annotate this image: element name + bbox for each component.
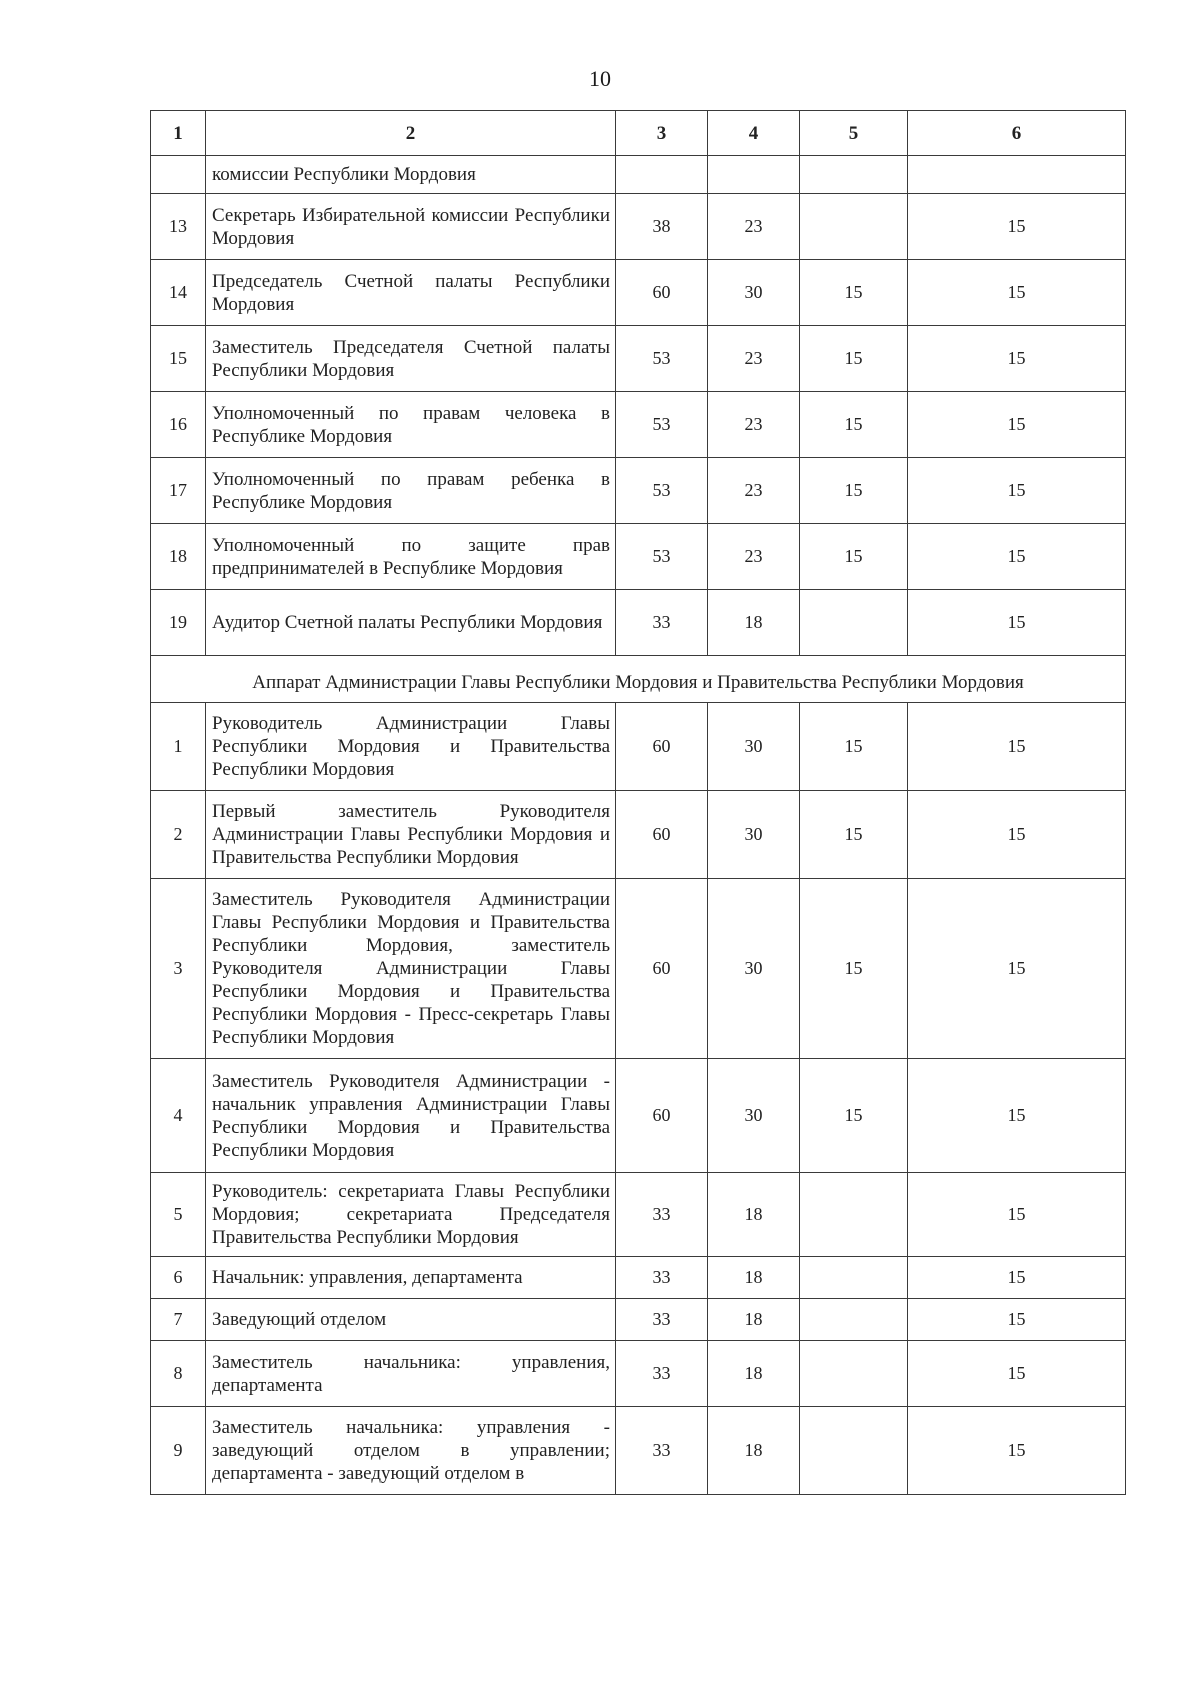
value-cell: 15 — [908, 194, 1126, 260]
value-cell: 53 — [616, 524, 708, 590]
table-row — [151, 1299, 1126, 1341]
value-cell: 15 — [908, 1299, 1126, 1341]
table-row — [151, 1341, 1126, 1407]
value-cell: 23 — [708, 194, 800, 260]
position-title: Руководитель Администрации Главы Республики Мордовия и Правительства Республики Мордовия — [206, 703, 616, 791]
row-number-cell: 8 — [151, 1341, 206, 1407]
value-cell: 15 — [800, 458, 908, 524]
value-cell: 23 — [708, 524, 800, 590]
row-number-cell: 14 — [151, 260, 206, 326]
row-number-cell: 17 — [151, 458, 206, 524]
position-title: Заместитель Руководителя Администрации - начальник управления Администрации Главы Республики Мордовия и Правительства Республики Мордовия — [206, 1059, 616, 1173]
page-number: 10 — [589, 66, 611, 91]
value-cell: 23 — [708, 458, 800, 524]
value-cell: 33 — [616, 1257, 708, 1299]
position-title: Председатель Счетной палаты Республики Мордовия — [206, 260, 616, 326]
value-cell: 15 — [800, 791, 908, 879]
position-title: Начальник: управления, департамента — [206, 1257, 616, 1299]
value-cell: 33 — [616, 590, 708, 656]
row-number-cell: 15 — [151, 326, 206, 392]
table-row — [151, 590, 1126, 656]
position-title: Первый заместитель Руководителя Администрации Главы Республики Мордовия и Правительства Республики Мордовия — [206, 791, 616, 879]
value-cell: 33 — [616, 1341, 708, 1407]
value-cell: 18 — [708, 1173, 800, 1257]
value-cell: 15 — [800, 879, 908, 1059]
value-cell — [800, 590, 908, 656]
value-cell: 18 — [708, 1407, 800, 1495]
value-cell: 15 — [908, 524, 1126, 590]
value-cell: 60 — [616, 260, 708, 326]
row-number-cell: 2 — [151, 791, 206, 879]
value-cell — [800, 194, 908, 260]
value-cell: 30 — [708, 260, 800, 326]
value-cell: 15 — [908, 260, 1126, 326]
value-cell — [800, 1173, 908, 1257]
table-row — [151, 326, 1126, 392]
value-cell: 18 — [708, 1257, 800, 1299]
row-number-cell: 3 — [151, 879, 206, 1059]
value-cell: 15 — [800, 392, 908, 458]
position-title: Уполномоченный по правам ребенка в Республике Мордовия — [206, 458, 616, 524]
value-cell: 15 — [908, 1173, 1126, 1257]
value-cell: 15 — [908, 1059, 1126, 1173]
value-cell: 33 — [616, 1407, 708, 1495]
header-cell: 6 — [908, 111, 1126, 156]
value-cell: 15 — [908, 326, 1126, 392]
header-row — [151, 111, 1126, 156]
header-cell: 5 — [800, 111, 908, 156]
value-cell: 15 — [908, 458, 1126, 524]
value-cell — [708, 156, 800, 194]
value-cell: 15 — [908, 703, 1126, 791]
position-title: Секретарь Избирательной комиссии Республики Мордовия — [206, 194, 616, 260]
table-row — [151, 791, 1126, 879]
table-row — [151, 1407, 1126, 1495]
row-number-cell: 6 — [151, 1257, 206, 1299]
table-row — [151, 458, 1126, 524]
position-title: Заместитель Председателя Счетной палаты Республики Мордовия — [206, 326, 616, 392]
value-cell — [800, 1341, 908, 1407]
value-cell: 30 — [708, 703, 800, 791]
position-title: Уполномоченный по защите прав предпринимателей в Республике Мордовия — [206, 524, 616, 590]
value-cell: 18 — [708, 590, 800, 656]
row-number-cell: 13 — [151, 194, 206, 260]
position-title: Аудитор Счетной палаты Республики Мордовия — [206, 590, 616, 656]
table-row — [151, 1059, 1126, 1173]
value-cell: 33 — [616, 1173, 708, 1257]
value-cell: 30 — [708, 791, 800, 879]
row-number-cell: 16 — [151, 392, 206, 458]
value-cell: 15 — [800, 260, 908, 326]
value-cell: 30 — [708, 1059, 800, 1173]
value-cell: 30 — [708, 879, 800, 1059]
position-title: комиссии Республики Мордовия — [206, 156, 616, 194]
row-number-cell: 4 — [151, 1059, 206, 1173]
value-cell: 60 — [616, 791, 708, 879]
row-number-cell — [151, 156, 206, 194]
value-cell — [616, 156, 708, 194]
value-cell: 38 — [616, 194, 708, 260]
table-row — [151, 703, 1126, 791]
value-cell: 15 — [908, 1257, 1126, 1299]
section-heading: Аппарат Администрации Главы Республики Мордовия и Правительства Республики Мордовия — [151, 656, 1126, 703]
row-number-cell: 19 — [151, 590, 206, 656]
position-title: Заместитель начальника: управления, департамента — [206, 1341, 616, 1407]
position-title: Заведующий отделом — [206, 1299, 616, 1341]
value-cell: 15 — [908, 590, 1126, 656]
header-cell: 2 — [206, 111, 616, 156]
header-cell: 1 — [151, 111, 206, 156]
value-cell: 18 — [708, 1341, 800, 1407]
value-cell — [800, 1299, 908, 1341]
table-row — [151, 392, 1126, 458]
value-cell: 60 — [616, 1059, 708, 1173]
header-cell: 3 — [616, 111, 708, 156]
value-cell — [800, 1257, 908, 1299]
table-row — [151, 260, 1126, 326]
value-cell: 15 — [908, 1341, 1126, 1407]
value-cell: 33 — [616, 1299, 708, 1341]
table-body — [151, 111, 1126, 1495]
value-cell — [908, 156, 1126, 194]
value-cell: 15 — [908, 791, 1126, 879]
value-cell: 18 — [708, 1299, 800, 1341]
table-row — [151, 1173, 1126, 1257]
value-cell: 23 — [708, 326, 800, 392]
row-number-cell: 18 — [151, 524, 206, 590]
value-cell: 15 — [908, 392, 1126, 458]
value-cell: 60 — [616, 879, 708, 1059]
continuation-row — [151, 156, 1126, 194]
position-title: Заместитель начальника: управления - заведующий отделом в управлении; департамента - заведующий отделом в — [206, 1407, 616, 1495]
value-cell: 15 — [800, 326, 908, 392]
position-title: Заместитель Руководителя Администрации Главы Республики Мордовия и Правительства Республики Мордовия, заместитель Руководителя Администрации Главы Республики Мордовия и Правительства Республики Мордовия - Пресс-секретарь Главы Республики Мордовия — [206, 879, 616, 1059]
value-cell: 15 — [800, 703, 908, 791]
value-cell: 53 — [616, 458, 708, 524]
row-number-cell: 7 — [151, 1299, 206, 1341]
value-cell: 60 — [616, 703, 708, 791]
value-cell: 15 — [908, 1407, 1126, 1495]
value-cell: 53 — [616, 326, 708, 392]
value-cell: 53 — [616, 392, 708, 458]
row-number-cell: 5 — [151, 1173, 206, 1257]
value-cell — [800, 1407, 908, 1495]
section-row — [151, 656, 1126, 703]
position-title: Руководитель: секретариата Главы Республики Мордовия; секретариата Председателя Правительства Республики Мордовия — [206, 1173, 616, 1257]
row-number-cell: 9 — [151, 1407, 206, 1495]
value-cell: 23 — [708, 392, 800, 458]
table-row — [151, 879, 1126, 1059]
header-cell: 4 — [708, 111, 800, 156]
value-cell: 15 — [908, 879, 1126, 1059]
value-cell: 15 — [800, 1059, 908, 1173]
position-title: Уполномоченный по правам человека в Республике Мордовия — [206, 392, 616, 458]
table-row — [151, 194, 1126, 260]
row-number-cell: 1 — [151, 703, 206, 791]
table-row — [151, 1257, 1126, 1299]
table-row — [151, 524, 1126, 590]
allowance-table — [150, 110, 1126, 1495]
value-cell: 15 — [800, 524, 908, 590]
value-cell — [800, 156, 908, 194]
